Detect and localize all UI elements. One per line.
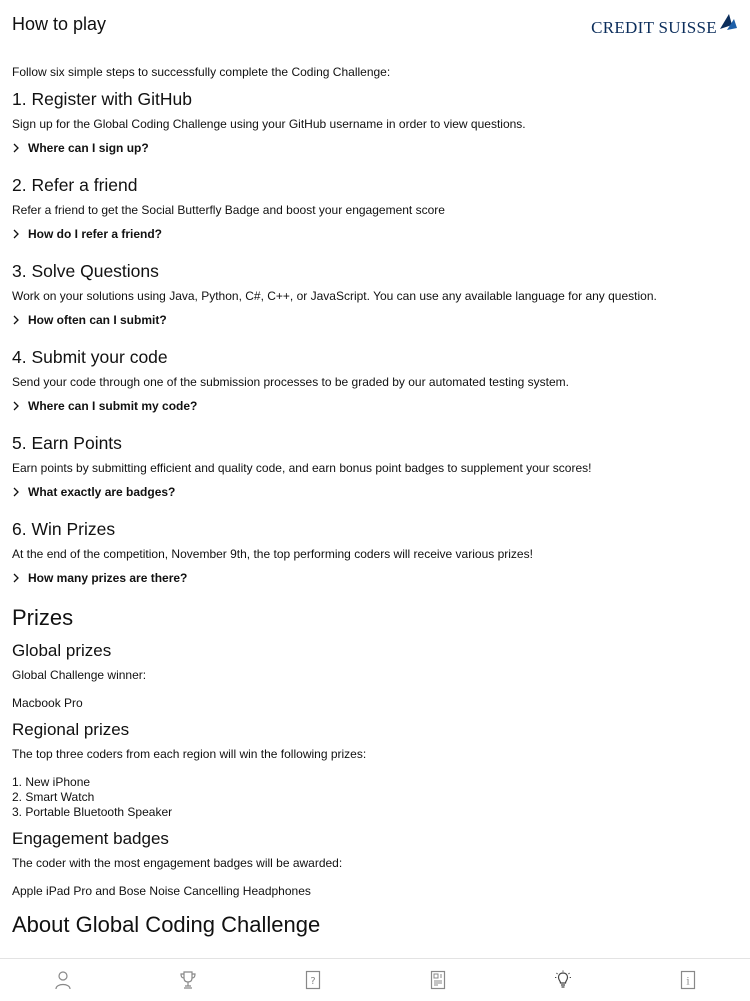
step-description: Send your code through one of the submission processes to be graded by our automated testing system.	[12, 375, 569, 389]
faq-toggle-badges[interactable]	[12, 484, 738, 500]
engagement-label: The coder with the most engagement badges will be awarded:	[12, 856, 343, 870]
faq-label: How often can I submit?	[28, 313, 167, 327]
regional-prizes-heading: Regional prizes	[12, 720, 130, 739]
lightbulb-icon	[554, 970, 572, 990]
step-description: Earn points by submitting efficient and quality code, and earn bonus point badges to supplement your scores!	[12, 461, 592, 475]
tab-questions[interactable]	[250, 959, 375, 1001]
chevron-right-icon	[12, 487, 28, 497]
info-icon	[680, 970, 696, 990]
trophy-icon	[179, 970, 197, 990]
step-3	[12, 260, 738, 328]
faq-toggle-refer[interactable]	[12, 226, 738, 242]
sails-logo-icon	[718, 12, 738, 34]
engagement-prize: Apple iPad Pro and Bose Noise Cancelling Headphones	[12, 884, 311, 898]
header	[0, 0, 750, 52]
main-content	[12, 64, 738, 958]
step-description: Sign up for the Global Coding Challenge using your GitHub username in order to view questions.	[12, 117, 526, 131]
faq-toggle-sign-up[interactable]	[12, 140, 738, 156]
tab-bar	[0, 958, 750, 1001]
step-title: 3. Solve Questions	[12, 261, 159, 281]
faq-label: How do I refer a friend?	[28, 227, 163, 241]
step-description: Work on your solutions using Java, Python, C#, C++, or JavaScript. You can use any available language for any question.	[12, 289, 657, 303]
chevron-right-icon	[12, 573, 28, 583]
tab-profile[interactable]	[0, 959, 125, 1001]
chevron-right-icon	[12, 401, 28, 411]
engagement-badges-heading: Engagement badges	[12, 829, 169, 848]
list-item: 3. Portable Bluetooth Speaker	[12, 805, 173, 819]
faq-label: What exactly are badges?	[28, 485, 176, 499]
tab-how-to-play[interactable]	[500, 959, 625, 1001]
tab-news[interactable]	[375, 959, 500, 1001]
chevron-right-icon	[12, 143, 28, 153]
faq-toggle-submit-where[interactable]	[12, 398, 738, 414]
global-prizes-heading: Global prizes	[12, 641, 112, 660]
step-title: 1. Register with GitHub	[12, 89, 192, 109]
about-heading: About Global Coding Challenge	[12, 912, 321, 937]
list-item: 1. New iPhone	[12, 775, 91, 789]
step-2	[12, 174, 738, 242]
step-4	[12, 346, 738, 414]
step-description: Refer a friend to get the Social Butterfly Badge and boost your engagement score	[12, 203, 445, 217]
global-prize: Macbook Pro	[12, 696, 83, 710]
svg-text:?: ?	[309, 976, 316, 987]
faq-label: How many prizes are there?	[28, 571, 188, 585]
intro-text: Follow six simple steps to successfully complete the Coding Challenge:	[12, 65, 391, 79]
faq-toggle-submit-frequency[interactable]	[12, 312, 738, 328]
chevron-right-icon	[12, 315, 28, 325]
step-title: 4. Submit your code	[12, 347, 168, 367]
tab-info[interactable]	[625, 959, 750, 1001]
credit-suisse-logo	[591, 8, 738, 38]
regional-prizes-label: The top three coders from each region will win the following prizes:	[12, 747, 367, 761]
chevron-right-icon	[12, 229, 28, 239]
tab-leaderboard[interactable]	[125, 959, 250, 1001]
svg-text:i: i	[685, 976, 690, 988]
faq-label: Where can I submit my code?	[28, 399, 198, 413]
step-description: At the end of the competition, November 9th, the top performing coders will receive various prizes!	[12, 547, 533, 561]
step-title: 5. Earn Points	[12, 433, 122, 453]
faq-toggle-prizes[interactable]	[12, 570, 738, 586]
list-item: 2. Smart Watch	[12, 790, 95, 804]
logo-text: CREDIT SUISSE	[591, 18, 717, 37]
news-icon	[430, 970, 446, 990]
global-prizes-label: Global Challenge winner:	[12, 668, 147, 682]
step-1	[12, 88, 738, 156]
step-title: 6. Win Prizes	[12, 519, 116, 539]
step-title: 2. Refer a friend	[12, 175, 138, 195]
page-title: How to play	[12, 14, 107, 34]
profile-icon	[54, 970, 72, 990]
step-5	[12, 432, 738, 500]
faq-label: Where can I sign up?	[28, 141, 149, 155]
step-6	[12, 518, 738, 586]
question-icon	[305, 970, 321, 990]
prizes-heading: Prizes	[12, 605, 74, 630]
